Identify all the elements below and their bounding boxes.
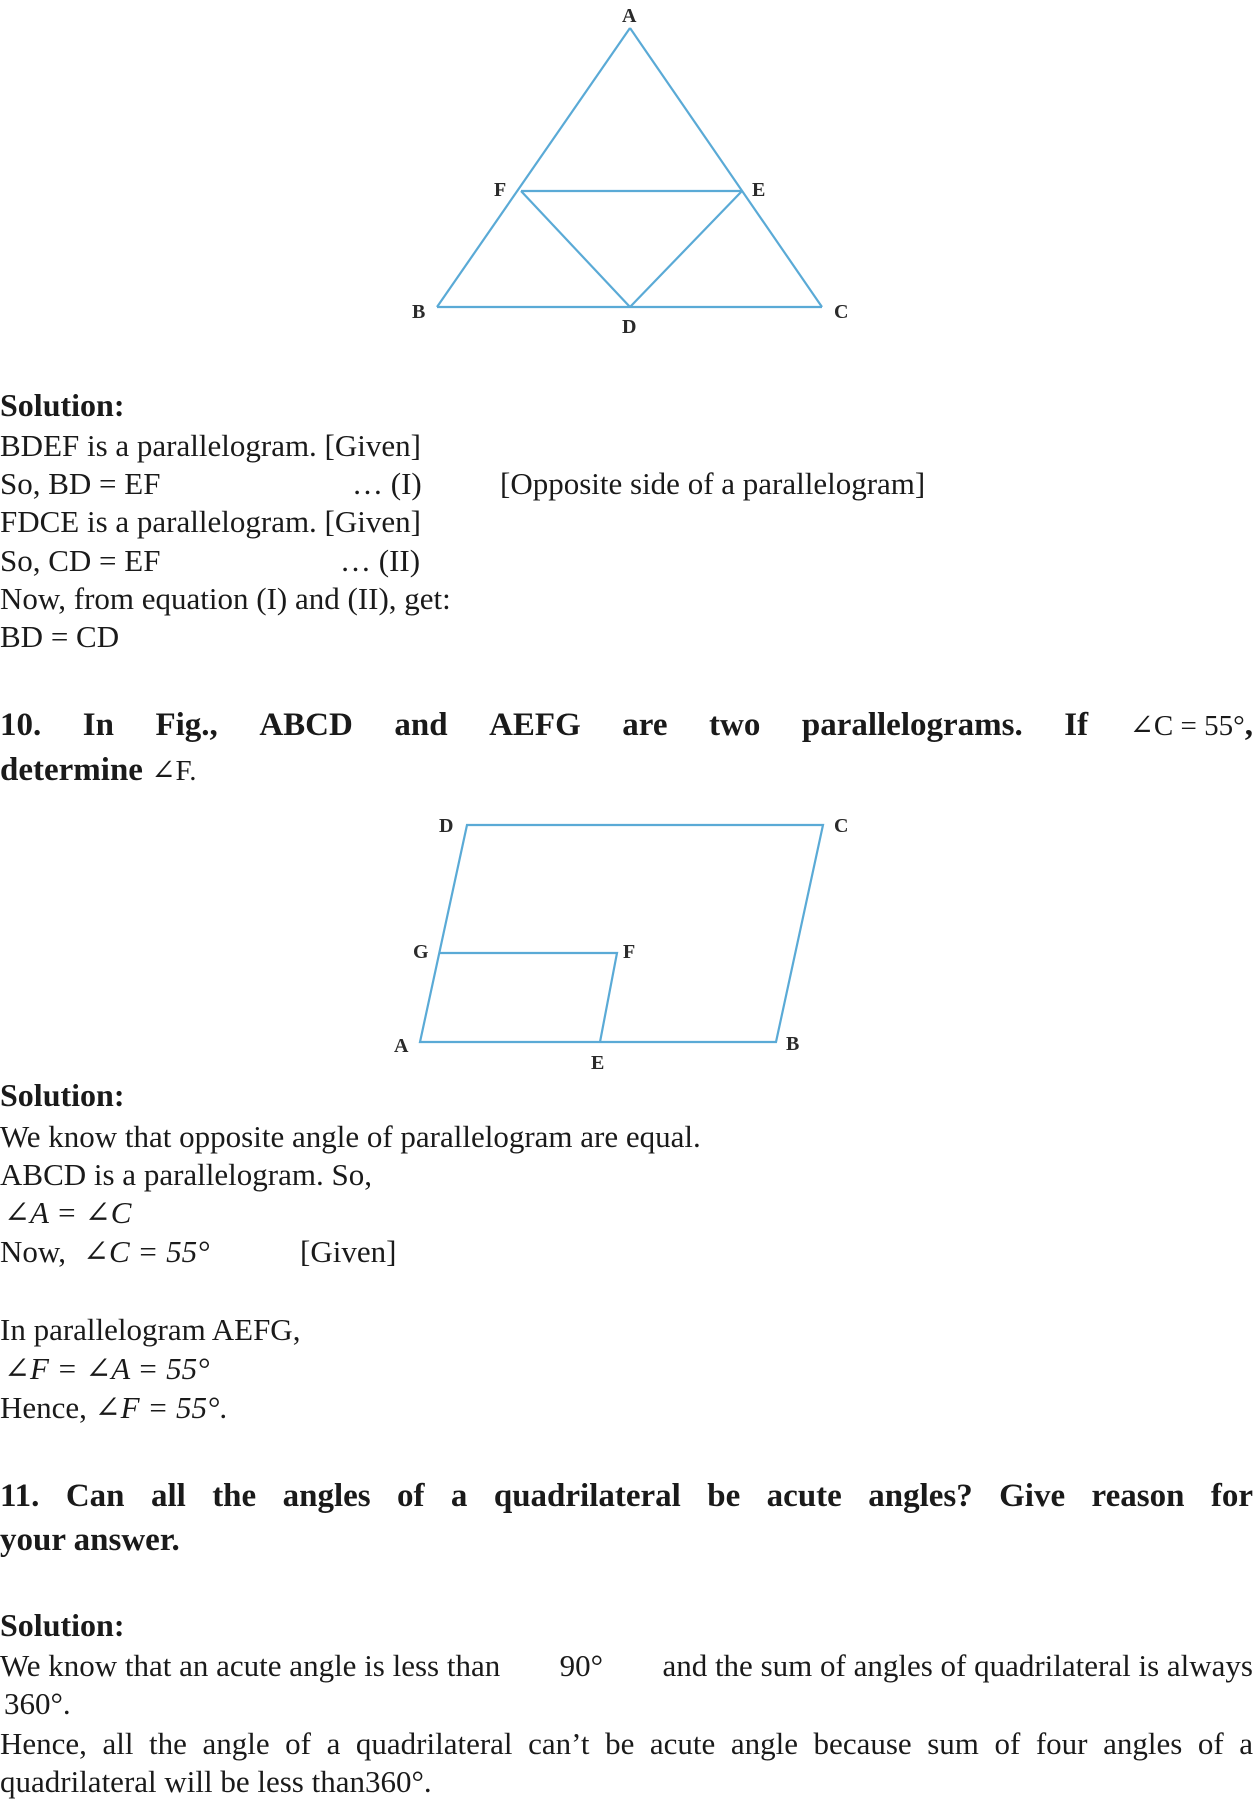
solution-line: So, CD = EF [0,543,161,578]
q10-word: 10. [0,707,42,743]
solution-line: In parallelogram AEFG, [0,1312,301,1347]
q10-word: ABCD [259,707,353,743]
math-360: 360° [4,1686,63,1721]
question-10-line2 [0,748,197,793]
solution-line: BDEF is a parallelogram. [Given] [0,428,421,463]
period: . [423,1764,432,1799]
solution-line: ABCD is a parallelogram. So, [0,1157,372,1192]
solution-line: FDCE is a parallelogram. [Given] [0,504,421,539]
text-part: We know that an acute angle is less than [0,1648,501,1683]
q10-word: If [1064,707,1089,743]
equation: ∠F = 55° [94,1390,220,1425]
label-e: E [591,1052,605,1074]
equation-tag: … (I) [352,466,422,501]
figure-parallelograms [0,800,1253,1080]
period: . [219,1390,228,1425]
segment-fd [521,191,630,307]
label-b: B [786,1033,800,1055]
parallelogram-abcd [420,825,823,1042]
label-f: F [494,179,507,201]
q10-word: Fig., [155,707,218,743]
parallelogram-aefg [440,953,617,1042]
side-ab [437,28,630,307]
solution-heading: Solution: [0,1607,125,1643]
text-part: quadrilateral will be less than [0,1764,365,1799]
equation: ∠C = 55° [83,1234,210,1269]
math-360: 360° [365,1764,424,1799]
label-c: C [834,301,849,323]
solution-line [0,1647,1253,1685]
question-11-line2: your answer. [0,1522,180,1558]
solution-line [0,1389,227,1427]
solution-line: BD = CD [0,619,120,654]
period: . [62,1686,71,1721]
equation-tag: … (II) [340,543,421,578]
solution-line: We know that opposite angle of parallelogram are equal. [0,1119,701,1154]
solution-line [0,1763,432,1801]
side-ac [630,28,822,307]
solution-heading: Solution: [0,1077,125,1113]
q10-word: AEFG [489,707,581,743]
q10-word: and [394,707,448,743]
solution-heading: Solution: [0,387,125,423]
figure-triangle [0,0,1253,340]
q10-comma: , [1244,707,1253,743]
label-a: A [622,5,637,27]
reason-text: [Given] [300,1234,397,1269]
q10-word: determine [0,752,143,788]
label-d: D [622,316,637,338]
solution-line: Hence, all the angle of a quadrilateral can’t be acute angle because sum of four angles of a [0,1726,1253,1761]
question-10-line1 [0,703,1253,748]
label-g: G [413,941,429,963]
question-11-line1: 11. Can all the angles of a quadrilateral be acute angles? Give reason for [0,1478,1253,1514]
q10-word: parallelograms. [801,707,1023,743]
reason-text: [Opposite side of a parallelogram] [500,466,926,501]
label-e: E [752,179,766,201]
label-d: D [439,815,454,837]
text-part: and the sum of angles of quadrilateral is always [662,1648,1253,1683]
q10-word: are [622,707,668,743]
hence-label: Hence, [0,1390,87,1425]
q10-angle: ∠C = 55° [1129,710,1245,742]
equation: ∠F = ∠A = 55° [4,1351,210,1386]
solution-line: Now, [0,1234,67,1269]
segment-ed [630,191,742,307]
label-a: A [394,1035,409,1057]
q10-math [1130,703,1253,748]
math-90: 90° [559,1648,604,1683]
q10-angle-f: ∠F. [151,755,197,787]
q10-word: In [82,707,114,743]
solution-line: Now, from equation (I) and (II), get: [0,581,451,616]
solution-line: So, BD = EF [0,466,161,501]
label-b: B [412,301,426,323]
equation: ∠A = ∠C [4,1195,132,1230]
q10-word: two [709,707,761,743]
label-f: F [623,941,636,963]
solution-line [4,1685,71,1723]
label-c: C [834,815,849,837]
